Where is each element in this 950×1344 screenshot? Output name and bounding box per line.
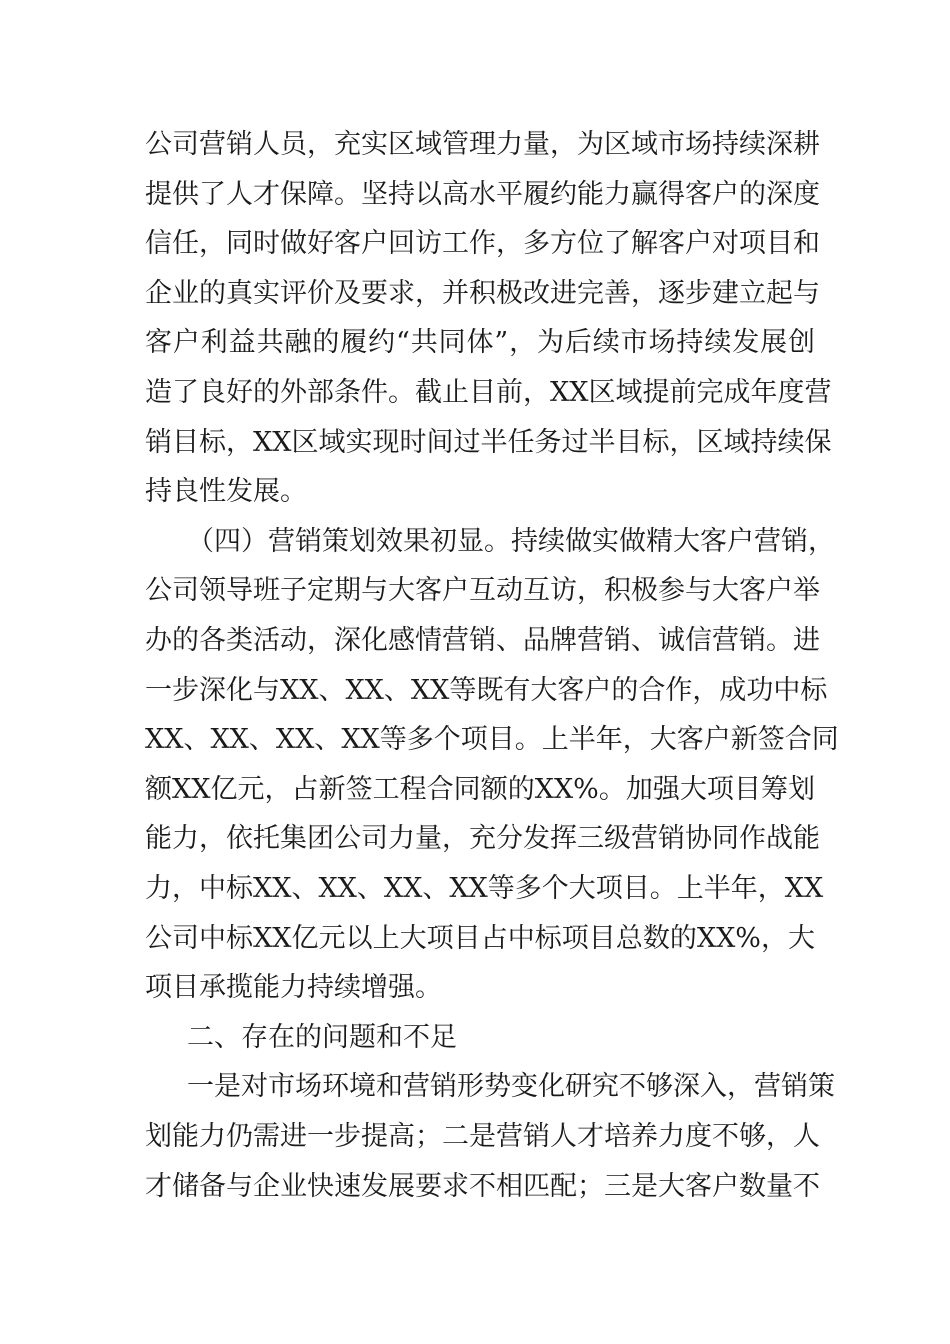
text-line: 造了良好的外部条件。截止目前，XX区域提前完成年度营	[145, 377, 832, 408]
text-line: 额XX亿元，占新签工程合同额的XX%。加强大项目筹划	[145, 773, 815, 805]
text-line: 一步深化与XX、XX、XX等既有大客户的合作，成功中标	[145, 674, 828, 706]
text-line: 公司中标XX亿元以上大项目占中标项目总数的XX%，大	[145, 922, 815, 954]
text-line: 划能力仍需进一步提高；二是营销人才培养力度不够，人	[145, 1121, 820, 1152]
text-line: 公司营销人员，充实区域管理力量，为区域市场持续深耕	[145, 129, 820, 160]
section-heading-line: （四）营销策划效果初显。持续做实做精大客户营销，	[187, 525, 835, 557]
text-line: 销目标，XX区域实现时间过半任务过半目标，区域持续保	[145, 426, 832, 458]
text-line: XX、XX、XX、XX等多个项目。上半年，大客户新签合同	[145, 724, 839, 756]
text-line: 提供了人才保障。坚持以高水平履约能力赢得客户的深度	[145, 178, 820, 210]
text-line: 公司领导班子定期与大客户互动互访，积极参与大客户举	[145, 575, 820, 607]
text-line: 才储备与企业快速发展要求不相匹配；三是大客户数量不	[145, 1170, 820, 1202]
text-line: 力，中标XX、XX、XX、XX等多个大项目。上半年，XX	[145, 873, 824, 904]
section-heading: 二、存在的问题和不足	[187, 1021, 457, 1053]
text-line: 办的各类活动，深化感情营销、品牌营销、诚信营销。进	[145, 625, 820, 656]
text-line: 项目承揽能力持续增强。	[145, 972, 442, 1004]
text-line: 一是对市场环境和营销形势变化研究不够深入，营销策	[187, 1071, 835, 1103]
text-line: 能力，依托集团公司力量，充分发挥三级营销协同作战能	[145, 823, 820, 855]
text-line: 信任，同时做好客户回访工作，多方位了解客户对项目和	[145, 228, 820, 260]
text-line: 客户利益共融的履约“共同体”，为后续市场持续发展创	[145, 327, 815, 359]
text-line: 企业的真实评价及要求，并积极改进完善，逐步建立起与	[145, 277, 820, 309]
text-line: 持良性发展。	[145, 476, 307, 508]
